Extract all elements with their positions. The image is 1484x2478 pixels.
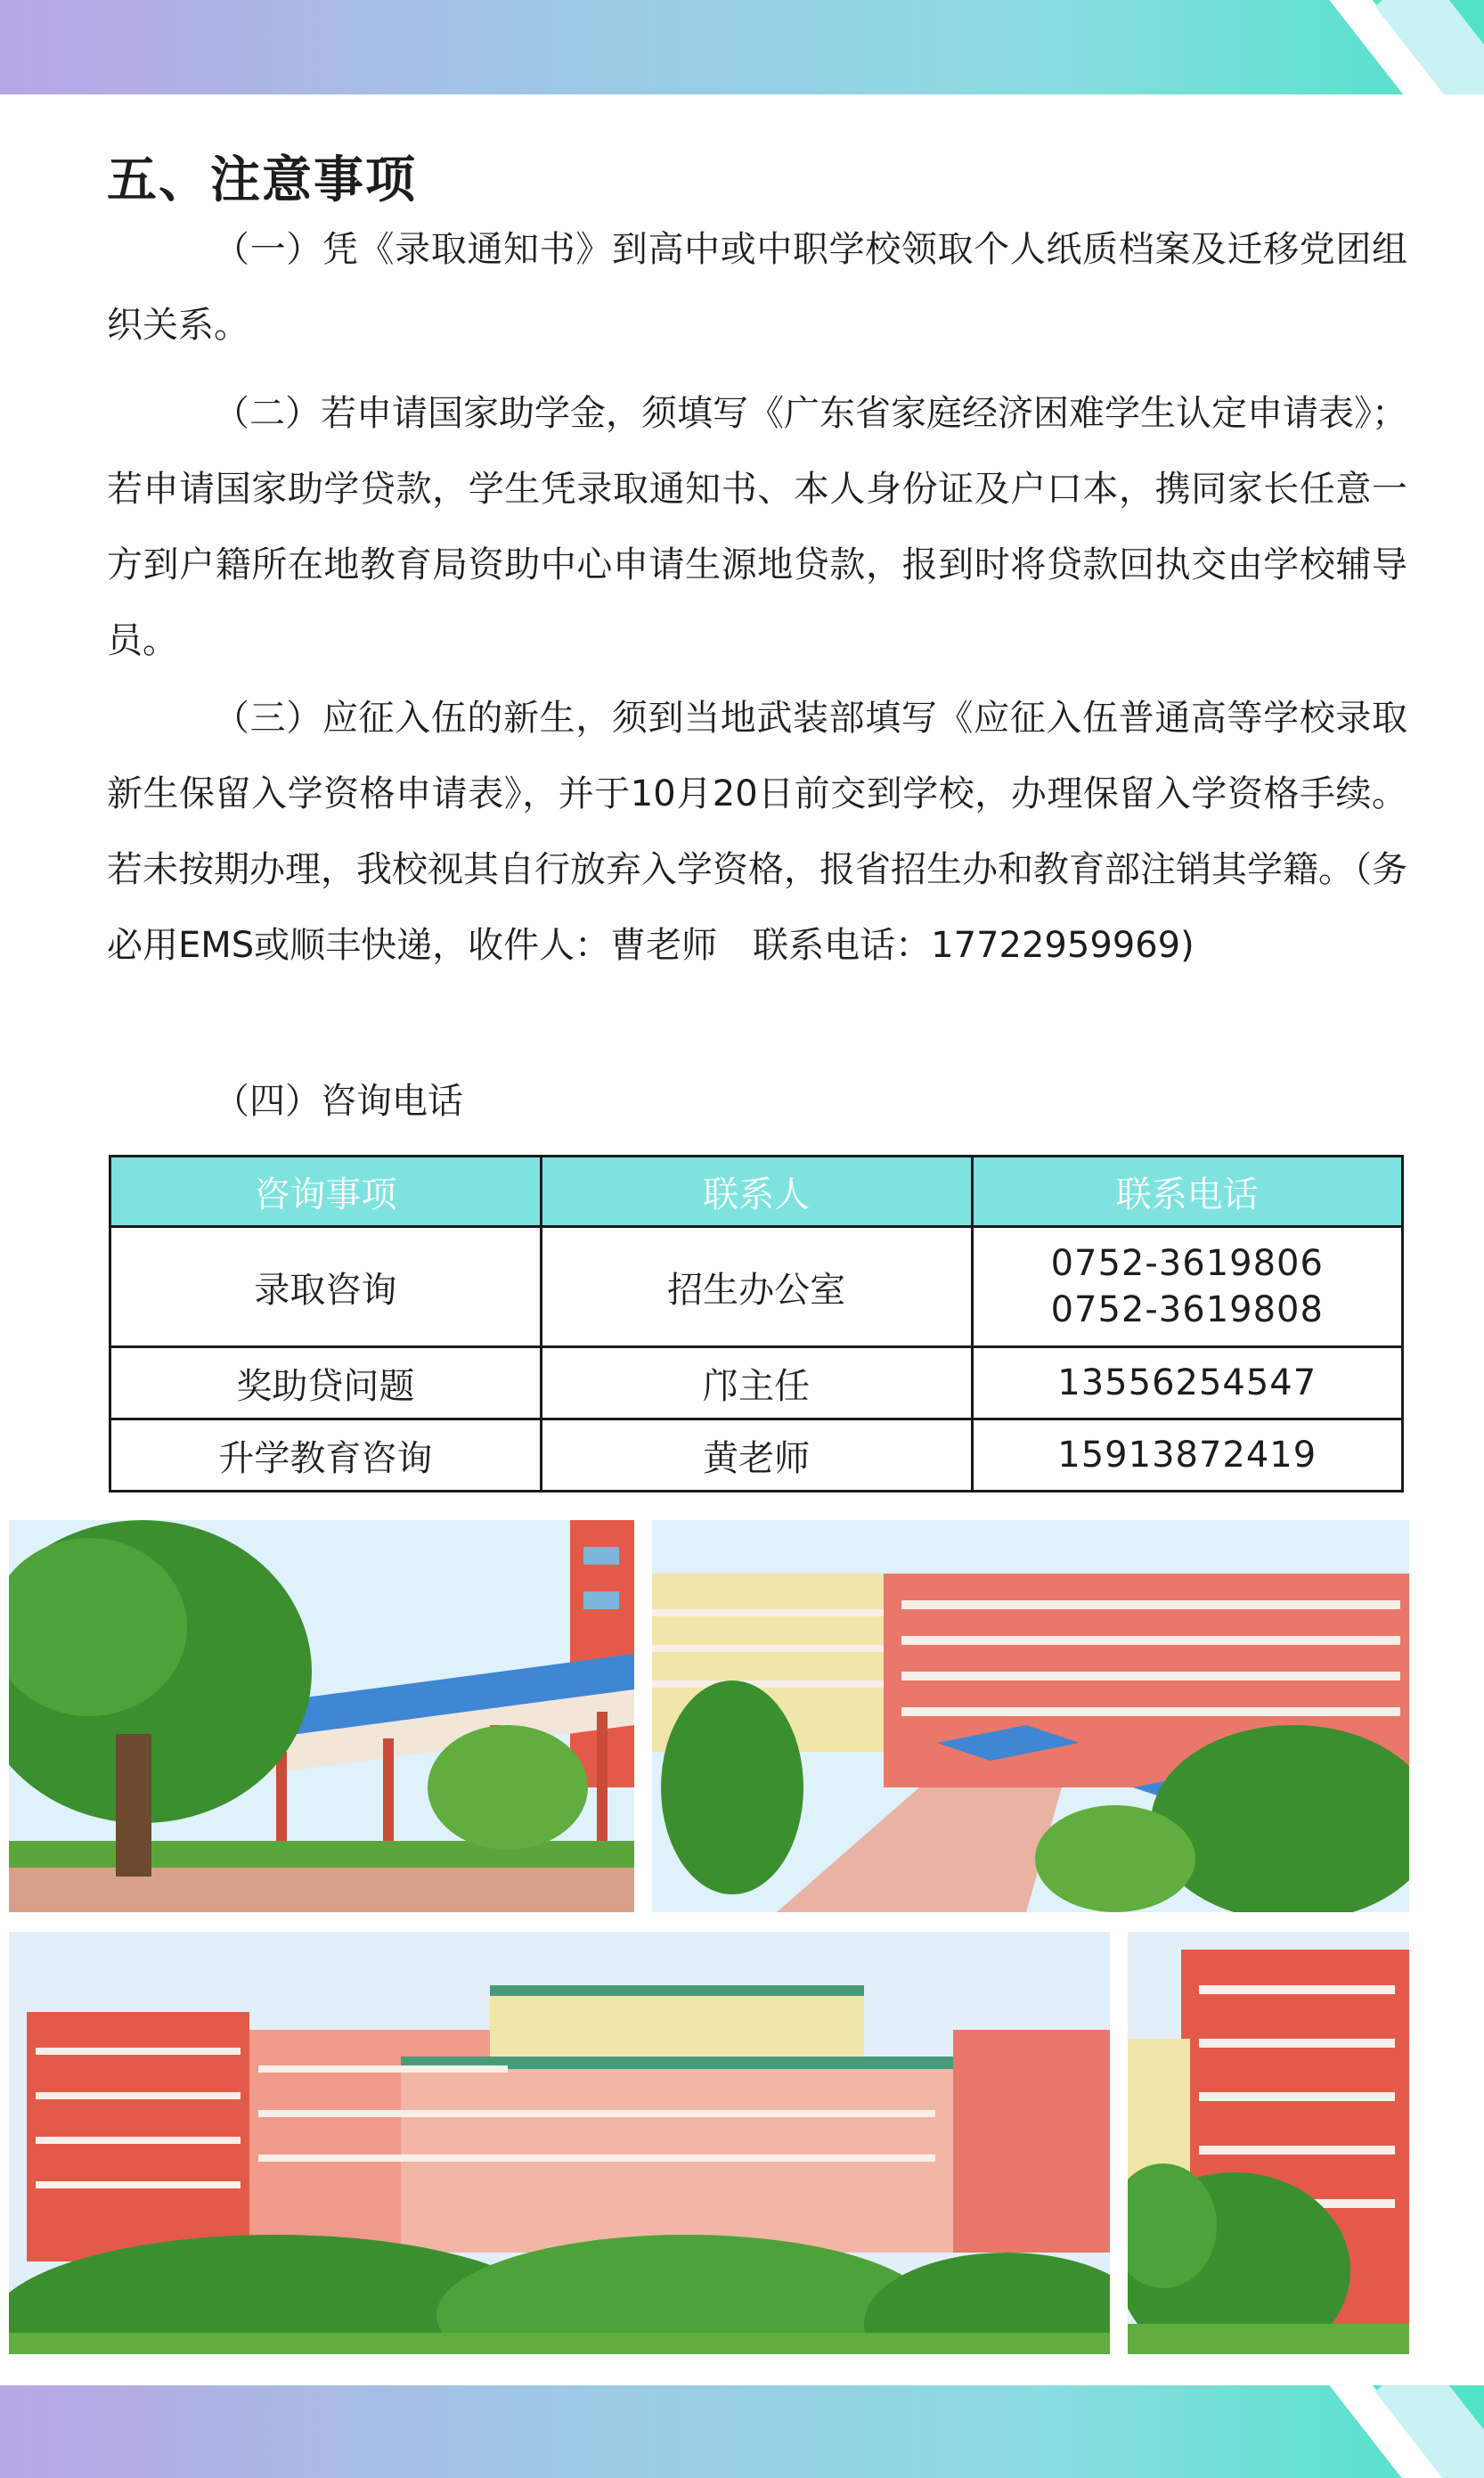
campus-photo-panorama: [9, 1932, 1110, 2354]
consult-phone-label: （四）咨询电话: [214, 1081, 463, 1122]
phone-number: 0752-3619808: [1050, 1289, 1324, 1330]
section-title: 五、注意事项: [107, 151, 417, 209]
notice-paragraph-2: （二）若申请国家助学金，须填写《广东省家庭经济困难学生认定申请表》；若申请国家助学贷款，学生凭录取通知书、本人身份证及户口本，携同家长任意一方到户籍所在地教育局资助中心申请生源地贷款，报到时将贷款回执交由学校辅导员。: [107, 393, 1407, 661]
table-row: [110, 1227, 1403, 1347]
row-item: 录取咨询: [110, 1227, 542, 1347]
bottom-decorative-band: [0, 2385, 1484, 2478]
header-consult-item: 咨询事项: [110, 1157, 542, 1227]
row-item: 升学教育咨询: [110, 1419, 542, 1492]
row-contact: 邝主任: [541, 1347, 972, 1419]
row-contact: 招生办公室: [541, 1227, 972, 1347]
header-contact-phone: 联系电话: [972, 1157, 1403, 1227]
row-item: 奖助贷问题: [110, 1347, 542, 1419]
campus-photo-courtyard: [652, 1520, 1409, 1912]
table-header-row: [110, 1157, 1403, 1227]
row-phones: [972, 1347, 1403, 1419]
row-phones: [972, 1419, 1403, 1492]
phone-number: 0752-3619806: [1050, 1243, 1324, 1284]
campus-photo-walkway: [9, 1520, 634, 1912]
table-row: [110, 1419, 1403, 1492]
header-contact-person: 联系人: [541, 1157, 972, 1227]
phone-number: 13556254547: [1057, 1362, 1317, 1403]
table-row: [110, 1347, 1403, 1419]
row-contact: 黄老师: [541, 1419, 972, 1492]
notice-paragraph-3: （三）应征入伍的新生，须到当地武装部填写《应征入伍普通高等学校录取新生保留入学资格申请表》，并于10月20日前交到学校，办理保留入学资格手续。若未按期办理，我校视其自行放弃入学资格，报省招生办和教育部注销其学籍。（务必用EMS或顺丰快递，收件人：曹老师 联系电话：17722959969): [107, 698, 1407, 966]
notice-paragraph-1: （一）凭《录取通知书》到高中或中职学校领取个人纸质档案及迁移党团组织关系。: [107, 229, 1407, 346]
top-decorative-band: [0, 0, 1484, 94]
contact-table: [109, 1155, 1404, 1493]
campus-photo-tower: [1128, 1932, 1409, 2354]
phone-number: 15913872419: [1057, 1435, 1317, 1476]
row-phones: [972, 1227, 1403, 1347]
